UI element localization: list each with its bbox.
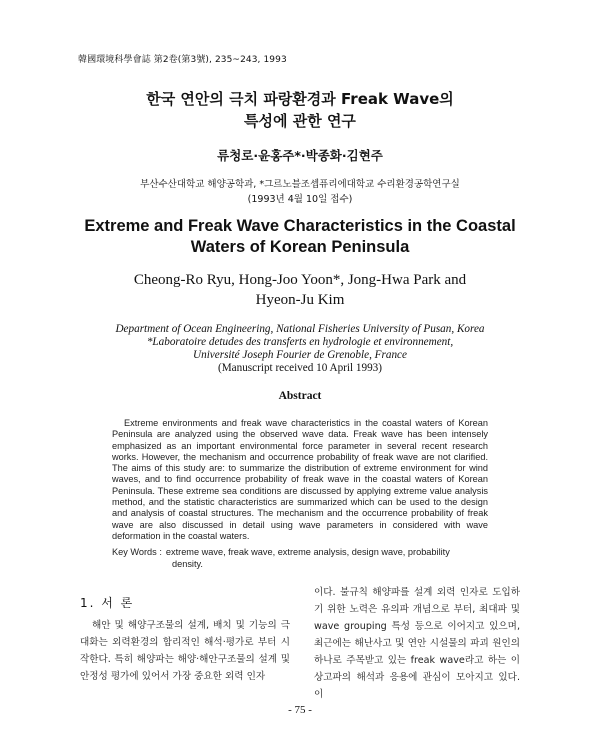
body-paragraph-right: 이다. 불규칙 해양파를 설계 외력 인자로 도입하기 위한 노력은 유의파 개념으로 부터, 최대파 및 wave grouping 특성 등으로 이어지고 있으며, 최근에는 해난사고 및 연안 시설물의 파괴 원인의 하나로 주목받고 있는 freak wave라고 하는 이상고파의 해석과 응용에 관심이 모아지고 있다. 이 <box>314 587 520 700</box>
keywords-line1: extreme wave, freak wave, extreme analysis, design wave, probability <box>165 547 450 557</box>
english-title-line1: Extreme and Freak Wave Characteristics in the Coastal <box>84 217 516 235</box>
korean-title-line1: 한국 연안의 극치 파랑환경과 Freak Wave의 <box>146 90 454 108</box>
abstract-heading: Abstract <box>278 390 322 402</box>
body-column-right <box>314 584 520 703</box>
korean-title-line2: 특성에 관한 연구 <box>244 112 356 130</box>
abstract-body <box>112 418 488 542</box>
english-authors-line1: Cheong-Ro Ryu, Hong-Joo Yoon*, Jong-Hwa Park and <box>133 272 467 288</box>
keywords-line2: density. <box>172 558 203 569</box>
english-affiliation-line2: *Laboratoire detudes des transferts en hydrologie et environnement, <box>146 336 454 348</box>
english-received-date: (Manuscript received 10 April 1993) <box>217 362 383 374</box>
section-heading-introduction: 1. 서 론 <box>80 596 135 610</box>
journal-citation: 韓國環境科學會誌 第2卷(第3號), 235~243, 1993 <box>78 55 287 65</box>
page-number: - 75 - <box>288 704 312 716</box>
english-authors-line2: Hyeon-Ju Kim <box>255 292 345 308</box>
korean-affiliation: 부산수산대학교 해양공학과, *그르노블조셉퓨리에대학교 수리환경공학연구실 <box>140 179 460 190</box>
body-paragraph-left: 해안 및 해양구조물의 설계, 배치 및 기능의 극대화는 외력환경의 합리적인 해석·평가로 부터 시작한다. 특히 해양파는 해양·해안구조물의 설계 및 안정성 평가에 있어서 가장 중요한 외력 인자 <box>80 620 290 682</box>
keywords-label: Key Words : <box>112 547 162 557</box>
abstract-text: Extreme environments and freak wave characteristics in the coastal waters of Korean Peninsula are analyzed using the observed wave data. Freak wave has been intensely emphasized as an important environmental force parameter in several recent research works. However, the mechanism and occurrence probability of freak wave are not clarified. The aims of this study are: to summarize the distribution of extreme environment for wind waves, and to find occurrence probability of freak wave in the coastal waters of Korean Peninsula. These extreme sea conditions are discussed by applying extreme value analysis method, and the statistic characteristics are summarized which can be used to the design and analysis of coastal structures. The mechanism and the occurrence probability of freak wave are also discussed in detail using wave parameters in considered with wave deformation in the coastal waters. <box>112 418 488 541</box>
keywords <box>112 547 488 570</box>
english-affiliation-line1: Department of Ocean Engineering, National Fisheries University of Pusan, Korea <box>115 323 485 335</box>
english-title-line2: Waters of Korean Peninsula <box>190 238 410 256</box>
english-affiliation-line3: Université Joseph Fourier de Grenoble, France <box>193 349 407 361</box>
body-column-left <box>80 617 290 685</box>
korean-authors: 류청로·윤홍주*·박종화·김현주 <box>217 148 383 163</box>
korean-received-date: (1993년 4월 10일 접수) <box>247 194 353 205</box>
